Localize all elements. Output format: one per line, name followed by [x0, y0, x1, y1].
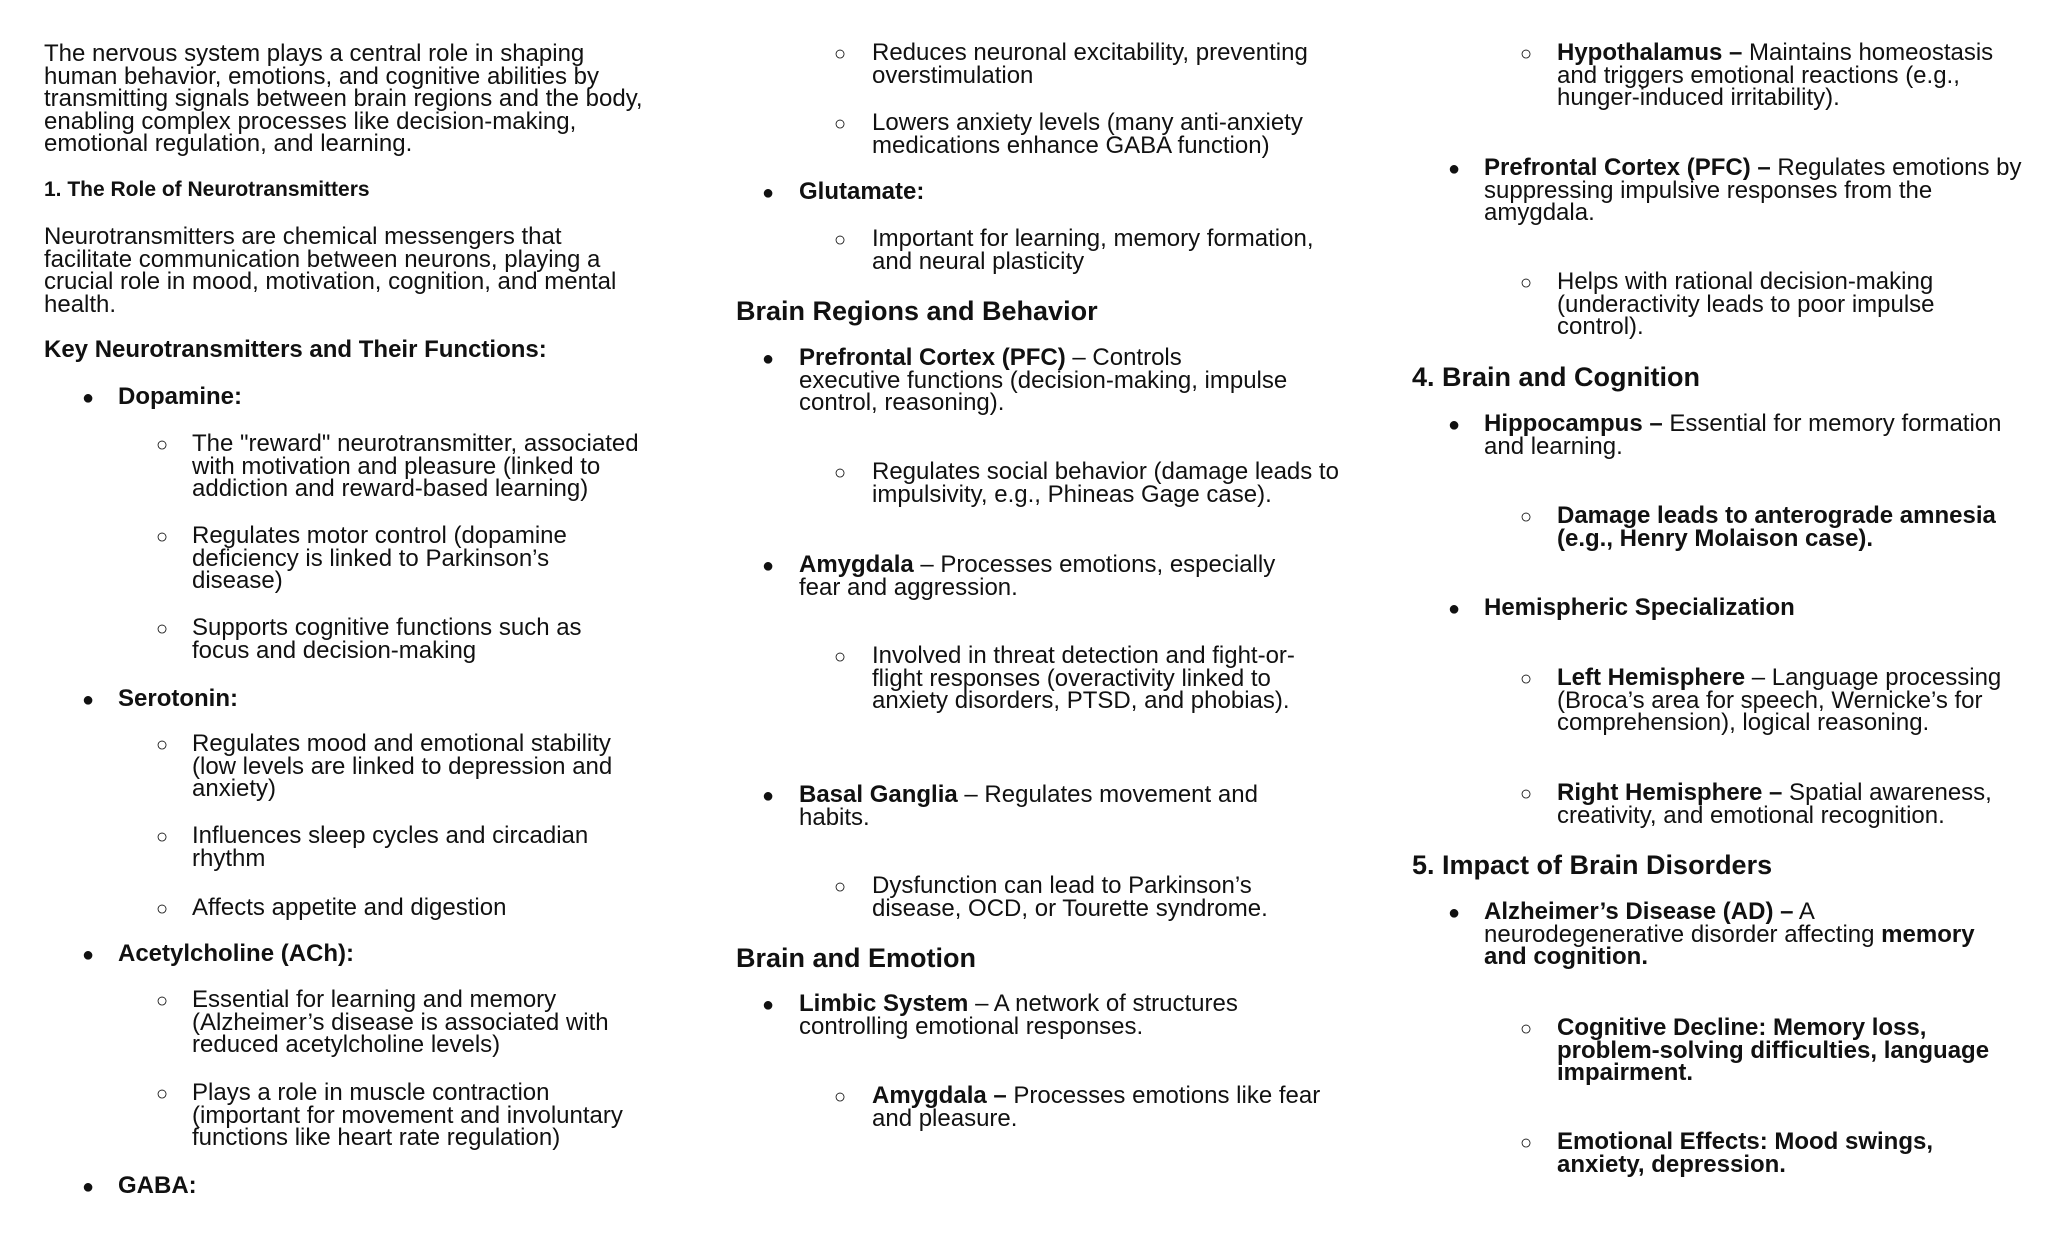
- bullet-circle-icon: ○: [1520, 1018, 1533, 1040]
- list-item: Regulates motor control (dopamine deficiency is linked to Parkinson’s disease): [192, 522, 567, 594]
- term-text: – A network of structures controlling emotional responses.: [799, 990, 1238, 1040]
- term-label: Prefrontal Cortex (PFC): [799, 344, 1066, 371]
- term-label: Hypothalamus –: [1557, 39, 1743, 66]
- term-label: Amygdala –: [872, 1082, 1007, 1109]
- term-text: – Controls executive functions (decision-making, impulse control, reasoning).: [799, 344, 1288, 416]
- term-text: – Regulates movement and habits.: [799, 781, 1258, 831]
- bullet-dot-icon: ●: [1448, 414, 1461, 436]
- bullet-acetylcholine: Acetylcholine (ACh):: [118, 940, 355, 967]
- bullet-dot-icon: ●: [1448, 902, 1461, 924]
- term-text: A neurodegenerative disorder affecting: [1484, 898, 1882, 948]
- list-item: Regulates social behavior (damage leads to impulsivity, e.g., Phineas Gage case).: [872, 458, 1339, 508]
- bullet-circle-icon: ○: [834, 229, 847, 251]
- bullet-circle-icon: ○: [156, 898, 169, 920]
- bullet-dot-icon: ●: [1448, 598, 1461, 620]
- bullet-circle-icon: ○: [1520, 668, 1533, 690]
- list-item-cognitive-decline: Cognitive Decline: Memory loss, problem-solving difficulties, language impairment.: [1557, 1014, 1990, 1086]
- term-label: Alzheimer’s Disease (AD) –: [1484, 898, 1794, 925]
- bullet-dot-icon: ●: [82, 1176, 95, 1198]
- list-item: Reduces neuronal excitability, preventing overstimulation: [872, 39, 1308, 89]
- term-text: Processes emotions like fear and pleasure.: [872, 1082, 1321, 1132]
- bullet-dot-icon: ●: [82, 387, 95, 409]
- term-label: Limbic System: [799, 990, 969, 1017]
- list-item: Involved in threat detection and fight-or-flight responses (overactivity linked to anxiety disorders, PTSD, and phobias).: [872, 642, 1295, 714]
- list-item: Lowers anxiety levels (many anti-anxiety medications enhance GABA function): [872, 109, 1303, 159]
- bullet-circle-icon: ○: [156, 990, 169, 1012]
- list-item-left-hemisphere: [1557, 664, 2027, 736]
- neurotransmitter-paragraph: Neurotransmitters are chemical messengers that facilitate communication between neurons, playing a crucial role in mood, motivation, cognition, and mental health.: [44, 223, 617, 318]
- intro-paragraph: The nervous system plays a central role in shaping human behavior, emotions, and cognitive abilities by transmitting signals between brain regions and the body, enabling complex processes like decision-making, emotional regulation, and learning.: [44, 40, 643, 157]
- bullet-circle-icon: ○: [1520, 506, 1533, 528]
- bullet-dot-icon: ●: [762, 348, 775, 370]
- bullet-dot-icon: ●: [762, 994, 775, 1016]
- list-item: Influences sleep cycles and circadian rhythm: [192, 822, 589, 872]
- bullet-amygdala: [799, 551, 1289, 601]
- list-item: Plays a role in muscle contraction (important for movement and involuntary functions like heart rate regulation): [192, 1079, 623, 1151]
- bullet-dot-icon: ●: [762, 555, 775, 577]
- bullet-circle-icon: ○: [1520, 43, 1533, 65]
- list-item: Supports cognitive functions such as focus and decision-making: [192, 614, 582, 664]
- term-text: Regulates emotions by suppressing impulsive responses from the amygdala.: [1484, 154, 2022, 226]
- bullet-circle-icon: ○: [156, 526, 169, 548]
- list-item-amygdala: [872, 1082, 1342, 1132]
- bullet-prefrontal-cortex: [799, 344, 1289, 416]
- bullet-circle-icon: ○: [834, 462, 847, 484]
- list-item-right-hemisphere: [1557, 779, 2027, 829]
- list-item: Affects appetite and digestion: [192, 894, 507, 921]
- term-text: Maintains homeostasis and triggers emotional reactions (e.g., hunger-induced irritability).: [1557, 39, 1994, 111]
- bullet-prefrontal-cortex-emotion: [1484, 154, 2024, 226]
- section-heading-brain-cognition: 4. Brain and Cognition: [1412, 362, 1700, 392]
- bullet-circle-icon: ○: [156, 734, 169, 756]
- term-text: Essential for memory formation and learning.: [1484, 410, 2002, 460]
- term-text: Spatial awareness, creativity, and emotional recognition.: [1557, 779, 1992, 829]
- bullet-circle-icon: ○: [834, 43, 847, 65]
- term-text: – Language processing (Broca’s area for speech, Wernicke’s for comprehension), logical reasoning.: [1557, 664, 2002, 736]
- bullet-circle-icon: ○: [834, 646, 847, 668]
- bullet-circle-icon: ○: [834, 876, 847, 898]
- term-label: Amygdala: [799, 551, 914, 578]
- bullet-dot-icon: ●: [762, 182, 775, 204]
- section-heading-brain-regions: Brain Regions and Behavior: [736, 296, 1098, 326]
- list-item: Essential for learning and memory (Alzheimer’s disease is associated with reduced acetylcholine levels): [192, 986, 609, 1058]
- list-item-emotional-effects: Emotional Effects: Mood swings, anxiety, depression.: [1557, 1128, 1934, 1178]
- list-item: Dysfunction can lead to Parkinson’s disease, OCD, or Tourette syndrome.: [872, 872, 1268, 922]
- bullet-hemispheric-specialization: Hemispheric Specialization: [1484, 594, 1795, 621]
- bullet-dot-icon: ●: [82, 689, 95, 711]
- bullet-circle-icon: ○: [1520, 1132, 1533, 1154]
- term-emphasis: memory and cognition.: [1484, 920, 1975, 970]
- term-label: Basal Ganglia: [799, 781, 958, 808]
- bullet-dopamine: Dopamine:: [118, 383, 243, 410]
- section-heading-brain-disorders: 5. Impact of Brain Disorders: [1412, 850, 1773, 880]
- list-item: Damage leads to anterograde amnesia (e.g., Henry Molaison case).: [1557, 502, 1996, 552]
- bullet-glutamate: Glutamate:: [799, 178, 925, 205]
- bullet-dot-icon: ●: [762, 785, 775, 807]
- bullet-gaba: GABA:: [118, 1172, 197, 1199]
- bullet-circle-icon: ○: [156, 1083, 169, 1105]
- term-label: Prefrontal Cortex (PFC) –: [1484, 154, 1771, 181]
- section-heading-neurotransmitters: 1. The Role of Neurotransmitters: [44, 178, 370, 201]
- bullet-basal-ganglia: [799, 781, 1289, 831]
- term-label: Right Hemisphere –: [1557, 779, 1783, 806]
- bullet-circle-icon: ○: [156, 618, 169, 640]
- section-heading-brain-emotion: Brain and Emotion: [736, 943, 977, 973]
- bullet-alzheimers: [1484, 898, 2004, 970]
- bullet-limbic-system: [799, 990, 1289, 1040]
- bullet-dot-icon: ●: [1448, 158, 1461, 180]
- bullet-circle-icon: ○: [1520, 272, 1533, 294]
- bullet-circle-icon: ○: [834, 113, 847, 135]
- term-label: Hippocampus –: [1484, 410, 1663, 437]
- bullet-circle-icon: ○: [834, 1086, 847, 1108]
- bullet-circle-icon: ○: [156, 826, 169, 848]
- subheading-key-neurotransmitters: Key Neurotransmitters and Their Functions:: [44, 336, 547, 363]
- bullet-circle-icon: ○: [1520, 783, 1533, 805]
- bullet-hippocampus: [1484, 410, 2024, 460]
- term-label: Left Hemisphere: [1557, 664, 1746, 691]
- list-item: Regulates mood and emotional stability (low levels are linked to depression and anxiety): [192, 730, 613, 802]
- list-item-hypothalamus: [1557, 39, 2027, 111]
- bullet-circle-icon: ○: [156, 434, 169, 456]
- bullet-dot-icon: ●: [82, 944, 95, 966]
- bullet-serotonin: Serotonin:: [118, 685, 238, 712]
- list-item: The "reward" neurotransmitter, associated with motivation and pleasure (linked to addiction and reward-based learning): [192, 430, 639, 502]
- term-text: – Processes emotions, especially fear and aggression.: [799, 551, 1276, 601]
- list-item: Important for learning, memory formation, and neural plasticity: [872, 225, 1314, 275]
- list-item: Helps with rational decision-making (underactivity leads to poor impulse control).: [1557, 268, 1935, 340]
